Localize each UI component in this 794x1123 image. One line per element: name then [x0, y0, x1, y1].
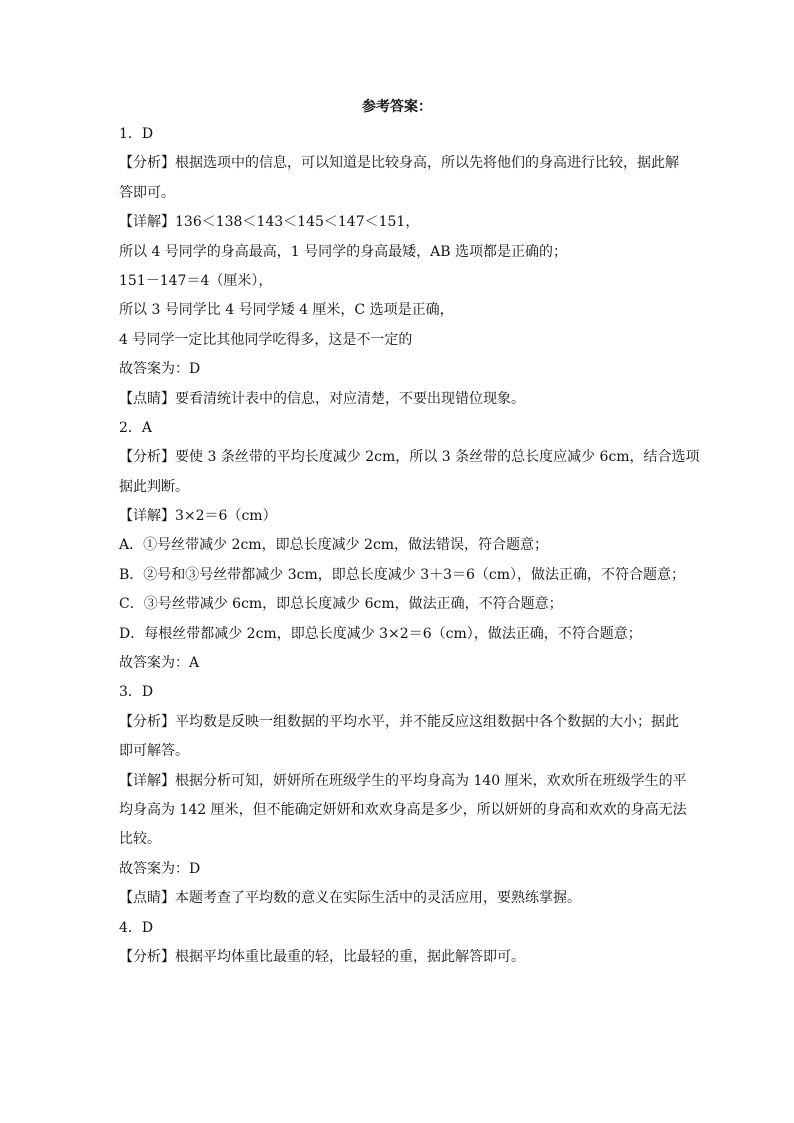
q1-analysis-line-2: 答即可。	[119, 184, 175, 201]
question-3-answer: 3．D	[119, 684, 154, 701]
q2-analysis-line-2: 据此判断。	[119, 478, 189, 495]
q4-analysis-line-1: 【分析】根据平均体重比最重的轻，比最轻的重，据此解答即可。	[119, 948, 525, 965]
q1-detail-line-5: 4 号同学一定比其他同学吃得多，这是不一定的	[119, 331, 413, 348]
q1-final-answer: 故答案为：D	[119, 361, 201, 378]
q3-analysis-line-1: 【分析】平均数是反映一组数据的平均水平，并不能反应这组数据中各个数据的大小；据此	[119, 713, 679, 730]
q3-comment: 【点睛】本题考查了平均数的意义在实际生活中的灵活应用，要熟练掌握。	[119, 890, 581, 907]
q3-detail-line-3: 比较。	[119, 831, 161, 848]
q1-analysis-line-1: 【分析】根据选项中的信息，可以知道是比较身高，所以先将他们的身高进行比较，据此解	[119, 155, 679, 172]
question-2-answer: 2．A	[119, 419, 153, 436]
q2-option-a: A．①号丝带减少 2cm，即总长度减少 2cm，做法错误，符合题意；	[119, 537, 549, 554]
q3-analysis-line-2: 即可解答。	[119, 743, 189, 760]
q1-detail-line-1: 【详解】136＜138＜143＜145＜147＜151，	[119, 214, 420, 231]
q3-detail-line-2: 均身高为 142 厘米，但不能确定妍妍和欢欢身高是多少，所以妍妍的身高和欢欢的身高无法	[119, 801, 687, 818]
q2-option-b: B．②号和③号丝带都减少 3cm，即总长度减少 3＋3＝6（cm），做法正确，不符合题意；	[119, 566, 686, 583]
q3-detail-line-1: 【详解】根据分析可知，妍妍所在班级学生的平均身高为 140 厘米，欢欢所在班级学生的平	[119, 772, 687, 789]
answer-content	[119, 120, 700, 972]
page-title: 参考答案：	[362, 99, 432, 115]
q2-option-d: D．每根丝带都减少 2cm，即总长度减少 3×2＝6（cm），做法正确，不符合题意；	[119, 625, 642, 642]
q2-detail-line-1: 【详解】3×2＝6（cm）	[119, 508, 277, 525]
question-4-answer: 4．D	[119, 919, 154, 936]
q2-option-c: C．③号丝带减少 6cm，即总长度减少 6cm，做法正确，不符合题意；	[119, 596, 563, 613]
q1-detail-line-4: 所以 3 号同学比 4 号同学矮 4 厘米，C 选项是正确，	[119, 302, 454, 319]
q1-detail-line-3: 151－147＝4（厘米），	[119, 272, 273, 289]
q2-analysis-line-1: 【分析】要使 3 条丝带的平均长度减少 2cm，所以 3 条丝带的总长度应减少 6cm，结合选项	[119, 449, 700, 466]
q1-detail-line-2: 所以 4 号同学的身高最高，1 号同学的身高最矮，AB 选项都是正确的；	[119, 243, 568, 260]
question-1-answer: 1．D	[119, 126, 154, 142]
q1-comment: 【点睛】要看清统计表中的信息，对应清楚，不要出现错位现象。	[119, 390, 525, 407]
q3-final-answer: 故答案为：D	[119, 860, 201, 877]
q2-final-answer: 故答案为：A	[119, 655, 200, 672]
